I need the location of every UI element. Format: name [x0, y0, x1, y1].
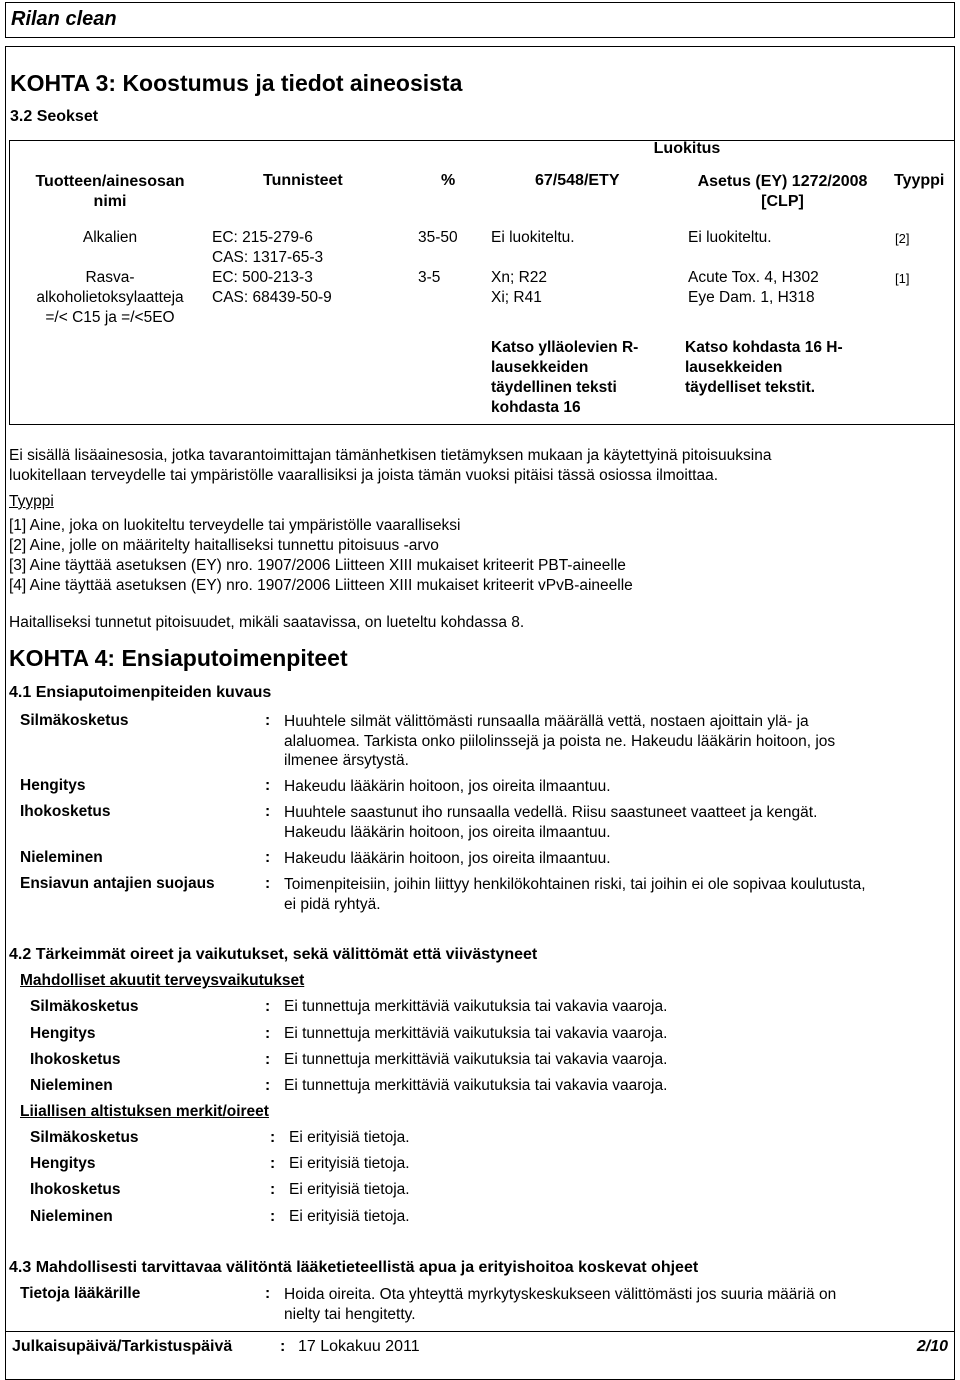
percent-header: %: [441, 172, 456, 189]
table-row-dsd: Ei luokiteltu.: [491, 229, 575, 246]
overexposure-label-skin: Ihokosketus: [30, 1181, 121, 1198]
overexposure-text-skin: Ei erityisiä tietoja.: [289, 1181, 410, 1198]
table-row-type: [1]: [895, 271, 910, 286]
colon: :: [265, 803, 271, 820]
acute-label-ingestion: Nieleminen: [30, 1077, 113, 1094]
table-row-clp: Ei luokiteltu.: [688, 229, 772, 246]
table-row-ids: EC: 215-279-6 CAS: 1317-65-3: [212, 229, 324, 266]
colon: :: [270, 1208, 276, 1225]
list-item: [3] Aine täyttää asetuksen (EY) nro. 1907/2006 Liitteen XIII mukaiset kriteerit PBT-aineelle: [9, 557, 626, 574]
overexposure-text-inhalation: Ei erityisiä tietoja.: [289, 1155, 410, 1172]
section4-3-title: 4.3 Mahdollisesti tarvittavaa välitöntä lääketieteellistä apua ja erityishoitoa koskevat ohjeet: [9, 1259, 699, 1276]
doctor-info-text: Hoida oireita. Ota yhteyttä myrkytyskeskukseen välittömästi jos suuria määriä on nielty tai hengitetty.: [284, 1286, 837, 1323]
acute-text-ingestion: Ei tunnettuja merkittäviä vaikutuksia tai vakavia vaaroja.: [284, 1077, 668, 1094]
colon: :: [265, 998, 271, 1015]
acute-text-inhalation: Ei tunnettuja merkittäviä vaikutuksia tai vakavia vaaroja.: [284, 1025, 668, 1042]
dsd-note: Katso ylläolevien R- lausekkeiden täydellinen teksti kohdasta 16: [491, 339, 639, 416]
footer-date-label: Julkaisupäivä/Tarkistuspäivä: [12, 1338, 233, 1355]
product-name: Rilan clean: [11, 8, 117, 30]
first-aid-label-eye: Silmäkosketus: [20, 712, 129, 729]
footer-colon: :: [280, 1338, 286, 1355]
list-item: [1] Aine, joka on luokiteltu terveydelle tai ympäristölle vaaralliseksi: [9, 517, 461, 534]
section4-1-title: 4.1 Ensiaputoimenpiteiden kuvaus: [9, 684, 272, 701]
section4-title: KOHTA 4: Ensiaputoimenpiteet: [9, 645, 348, 671]
clp-note: Katso kohdasta 16 H- lausekkeiden täydelliset tekstit.: [685, 339, 843, 396]
first-aid-text-ingestion: Hakeudu lääkärin hoitoon, jos oireita ilmaantuu.: [284, 850, 611, 867]
colon: :: [270, 1181, 276, 1198]
document-header: [5, 2, 955, 38]
colon: :: [265, 1077, 271, 1094]
first-aid-text-inhalation: Hakeudu lääkärin hoitoon, jos oireita ilmaantuu.: [284, 778, 611, 795]
acute-label-inhalation: Hengitys: [30, 1025, 96, 1042]
colon: :: [270, 1129, 276, 1146]
colon: :: [265, 1051, 271, 1068]
list-item: [2] Aine, jolle on määritelty haitalliseksi tunnettu pitoisuus -arvo: [9, 537, 439, 554]
table-row-type: [2]: [895, 231, 910, 246]
table-row-percent: 3-5: [418, 269, 441, 286]
overexposure-label-inhalation: Hengitys: [30, 1155, 96, 1172]
overexposure-heading: Liiallisen altistuksen merkit/oireet: [20, 1103, 269, 1120]
type-header: Tyyppi: [894, 172, 945, 189]
table-row-name: Rasva- alkoholietoksylaatteja =/< C15 ja =/<5EO: [36, 269, 184, 326]
identifiers-header: Tunnisteet: [263, 172, 343, 189]
section3-subtitle: 3.2 Seokset: [10, 108, 99, 125]
first-aid-label-skin: Ihokosketus: [20, 803, 111, 820]
exposure-note: Haitalliseksi tunnetut pitoisuudet, mikäli saatavissa, on lueteltu kohdassa 8.: [9, 614, 525, 631]
first-aid-text-protection: Toimenpiteisiin, joihin liittyy henkilökohtainen riski, tai joihin ei ole sopivaa koulutusta, ei pidä ryhtyä.: [284, 876, 866, 913]
first-aid-label-inhalation: Hengitys: [20, 777, 86, 794]
list-item: [4] Aine täyttää asetuksen (EY) nro. 1907/2006 Liitteen XIII mukaiset kriteerit vPvB-aineelle: [9, 577, 633, 594]
clp-header: Asetus (EY) 1272/2008 [CLP]: [697, 173, 868, 210]
first-aid-label-ingestion: Nieleminen: [20, 849, 103, 866]
acute-text-skin: Ei tunnettuja merkittäviä vaikutuksia tai vakavia vaaroja.: [284, 1051, 668, 1068]
section3-title: KOHTA 3: Koostumus ja tiedot aineosista: [10, 70, 463, 96]
table-row-clp: Acute Tox. 4, H302 Eye Dam. 1, H318: [688, 269, 819, 306]
first-aid-label-protection: Ensiavun antajien suojaus: [20, 875, 215, 892]
doctor-info-label: Tietoja lääkärille: [20, 1285, 141, 1302]
product-name-header: Tuotteen/ainesosan nimi: [35, 173, 185, 210]
colon: :: [265, 1285, 271, 1302]
acute-label-skin: Ihokosketus: [30, 1051, 121, 1068]
overexposure-label-eye: Silmäkosketus: [30, 1129, 139, 1146]
dsd-header: 67/548/ETY: [535, 172, 620, 189]
colon: :: [265, 1025, 271, 1042]
section4-2-title: 4.2 Tärkeimmät oireet ja vaikutukset, sekä välittömät että viivästyneet: [9, 946, 538, 963]
overexposure-text-ingestion: Ei erityisiä tietoja.: [289, 1208, 410, 1225]
first-aid-text-eye: Huuhtele silmät välittömästi runsaalla määrällä vettä, nostaen ajoittain ylä- ja alaluomea. Tarkista onko piilolinssejä ja poista ne. Hakeudu lääkärin hoitoon, jos ilmenee ärsytystä.: [284, 713, 836, 769]
type-heading: Tyyppi: [9, 493, 54, 510]
colon: :: [265, 777, 271, 794]
first-aid-text-skin: Huuhtele saastunut iho runsaalla vedellä. Riisu saastuneet vaatteet ja kengät. Hakeudu lääkärin hoitoon, jos oireita ilmaantuu.: [284, 804, 818, 841]
type-list: [9, 516, 633, 596]
table-row-ids: EC: 500-213-3 CAS: 68439-50-9: [212, 269, 332, 306]
table-row-percent: 35-50: [418, 229, 458, 246]
overexposure-text-eye: Ei erityisiä tietoja.: [289, 1129, 410, 1146]
additional-ingredients-paragraph: Ei sisällä lisäainesosia, jotka tavarantoimittajan tämänhetkisen tietämyksen mukaan ja käytettyinä pitoisuuksina luokitellaan terveydelle tai ympäristölle vaarallisiksi ja joista tämän vuoksi pitäisi tässä osiossa ilmoittaa.: [9, 447, 772, 484]
table-row-dsd: Xn; R22 Xi; R41: [491, 269, 548, 306]
colon: :: [265, 875, 271, 892]
table-row-name: Alkalien: [82, 229, 138, 246]
acute-text-eye: Ei tunnettuja merkittäviä vaikutuksia tai vakavia vaaroja.: [284, 998, 668, 1015]
footer-date: 17 Lokakuu 2011: [298, 1338, 420, 1355]
acute-label-eye: Silmäkosketus: [30, 998, 139, 1015]
colon: :: [265, 712, 271, 729]
acute-effects-heading: Mahdolliset akuutit terveysvaikutukset: [20, 972, 305, 989]
colon: :: [265, 849, 271, 866]
footer-divider: [5, 1331, 955, 1332]
colon: :: [270, 1155, 276, 1172]
classification-header: Luokitus: [653, 140, 721, 157]
page-number: 2/10: [916, 1338, 948, 1355]
overexposure-label-ingestion: Nieleminen: [30, 1208, 113, 1225]
